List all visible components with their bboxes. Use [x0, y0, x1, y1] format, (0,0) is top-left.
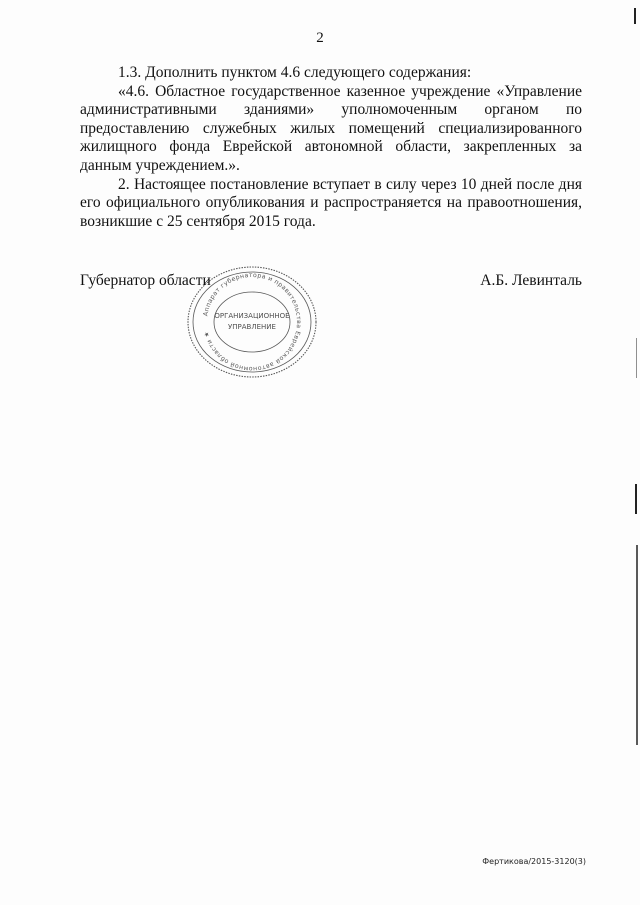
paragraph-2: 2. Настоящее постановление вступает в силу через 10 дней после дня его официального опубликования и распространяется на правоотношения, возникшие с 25 сентября 2015 года.: [80, 175, 582, 230]
stamp-outer-text: Аппарат губернатора и правительства Еврейской автономной области ★: [202, 271, 303, 373]
stamp-inner-line1: ОРГАНИЗАЦИОННОЕ: [214, 312, 290, 320]
document-body: [80, 64, 582, 231]
scan-edge-mark: [635, 484, 637, 514]
scan-edge-mark: [634, 8, 636, 24]
scan-edge-mark: [636, 338, 637, 378]
stamp-inner-line2: УПРАВЛЕНИЕ: [228, 323, 276, 331]
signatory-position: Губернатор области: [80, 272, 211, 289]
scan-edge-mark: [636, 545, 638, 745]
signatory-name: А.Б. Левинталь: [480, 272, 582, 289]
paragraph-1-3: 1.3. Дополнить пунктом 4.6 следующего содержания:: [118, 64, 472, 81]
official-seal-stamp: [183, 263, 321, 381]
paragraph-4-6: «4.6. Областное государственное казенное учреждение «Управление административными зданиями» уполномоченным органом по предоставлению служебных жилых помещений специализированного жилищного фонда Еврейской автономной области, закрепленных за данным учреждением.».: [80, 82, 582, 174]
svg-text:Аппарат губернатора и правител: [202, 272, 302, 372]
page-number: 2: [316, 30, 324, 46]
document-reference: Фертикова/2015-3120(3): [482, 857, 586, 866]
